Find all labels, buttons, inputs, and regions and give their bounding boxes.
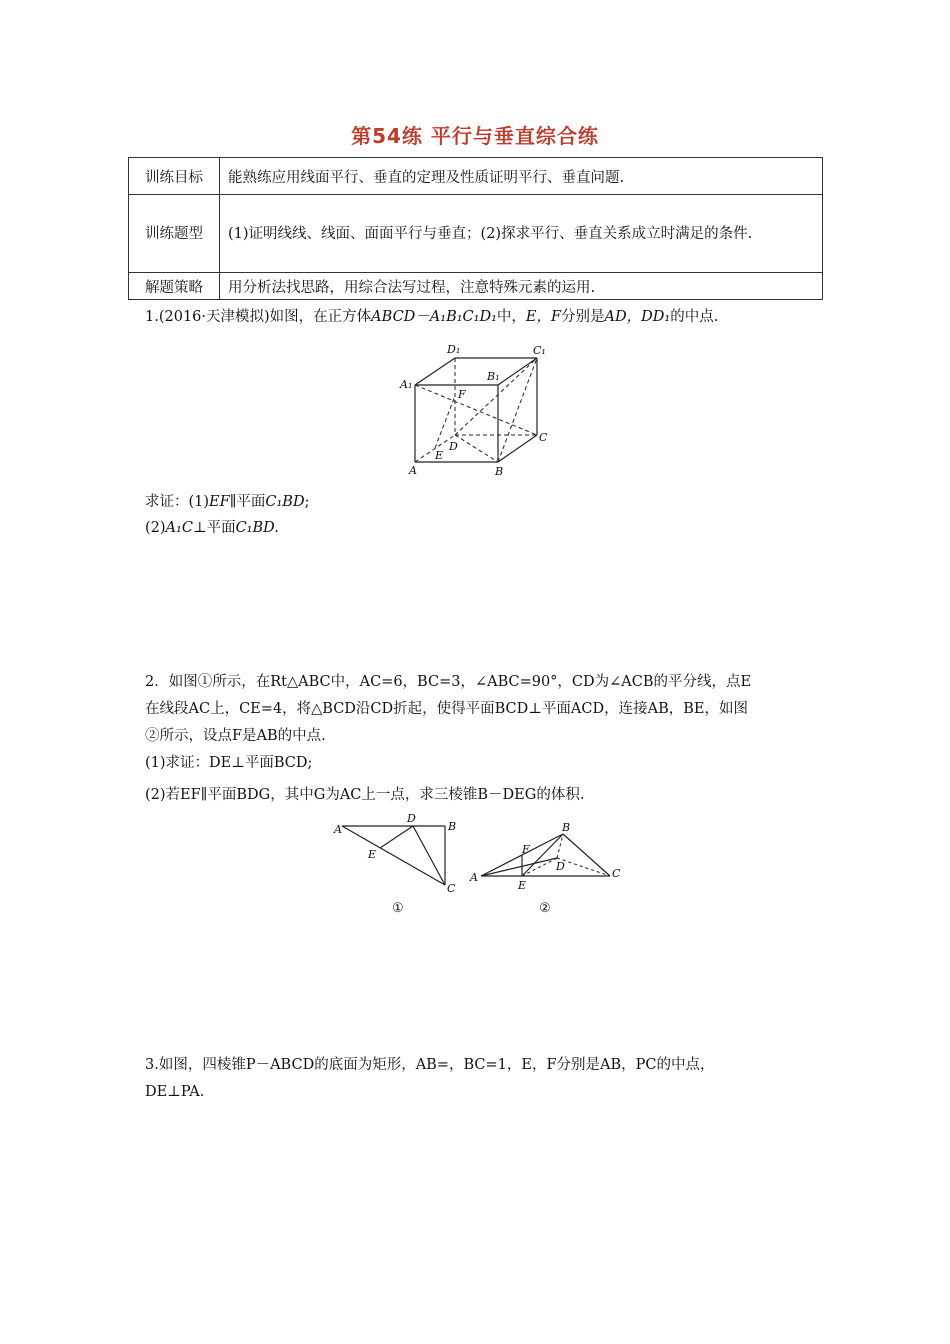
fig-label-C1: C₁ [533, 344, 546, 357]
page-title: 第54练 平行与垂直综合练 [351, 124, 599, 148]
cube-figure [395, 338, 565, 480]
question-2-line-2: 在线段AC上，CE=4，将△BCD沿CD折起，使得平面BCD⊥平面ACD，连接AB，BE，如图 [145, 701, 748, 717]
fig-label-D1: D₁ [447, 343, 461, 356]
fig2-label-F: F [522, 843, 530, 856]
question-2-line-3: ②所示，设点F是AB的中点. [145, 728, 326, 744]
table-row [129, 158, 823, 195]
question-3-line-1: 3.如图，四棱锥P－ABCD的底面为矩形，AB=，BC=1，E，F分别是AB，PC的中点， [145, 1057, 715, 1073]
table-key: 训练目标 [129, 158, 220, 195]
table-row [129, 273, 823, 300]
table-value: (1)证明线线、线面、面面平行与垂直；(2)探求平行、垂直关系成立时满足的条件. [220, 195, 823, 273]
question-2-part-1: (1)求证：DE⊥平面BCD; [145, 755, 313, 771]
fig2-label-B: B [562, 821, 571, 834]
fig2-label-D: D [556, 860, 565, 873]
question-1-statement: 1.(2016·天津模拟)如图，在正方体ABCD－A₁B₁C₁D₁中，E，F分别是AD，DD₁的中点. [145, 309, 719, 325]
fig2-label-A: A [470, 871, 478, 884]
fig-label-E: E [435, 449, 444, 462]
fig-label-A1: A₁ [400, 378, 413, 391]
fig1-label-D: D [407, 812, 416, 825]
fig-label-B1: B₁ [487, 370, 500, 383]
fig2-label-E: E [518, 879, 527, 892]
fig-label-C: C [539, 431, 548, 444]
table-value: 能熟练应用线面平行、垂直的定理及性质证明平行、垂直问题. [220, 158, 823, 195]
table-key: 训练题型 [129, 195, 220, 273]
table-value: 用分析法找思路，用综合法写过程，注意特殊元素的运用. [220, 273, 823, 300]
question-2-line-1: 2．如图①所示，在Rt△ABC中，AC=6，BC=3，∠ABC=90°，CD为∠ACB的平分线，点E [145, 674, 752, 690]
triangle-figure-1 [330, 812, 470, 922]
fig-label-D: D [449, 440, 458, 453]
training-goals-table [128, 157, 823, 300]
question-3-line-2: DE⊥PA. [145, 1084, 205, 1100]
fig1-label-B: B [448, 820, 457, 833]
fig1-caption: ① [392, 901, 404, 916]
question-1-part-2: (2)A₁C⊥平面C₁BD. [145, 520, 279, 536]
fig2-caption: ② [539, 901, 551, 916]
table-row [129, 195, 823, 273]
fig-label-B: B [495, 465, 504, 478]
table-key: 解题策略 [129, 273, 220, 300]
fig2-label-C: C [612, 867, 621, 880]
fig-label-F: F [458, 388, 466, 401]
question-1-part-1: 求证：(1)EF∥平面C₁BD; [145, 494, 310, 510]
question-2-part-2: (2)若EF∥平面BDG，其中G为AC上一点，求三棱锥B－DEG的体积. [145, 787, 585, 803]
fig1-label-C: C [447, 882, 456, 895]
triangle-figure-2 [465, 820, 630, 922]
fig1-label-A: A [334, 823, 342, 836]
fig1-label-E: E [368, 848, 377, 861]
fig-label-A: A [409, 464, 417, 477]
